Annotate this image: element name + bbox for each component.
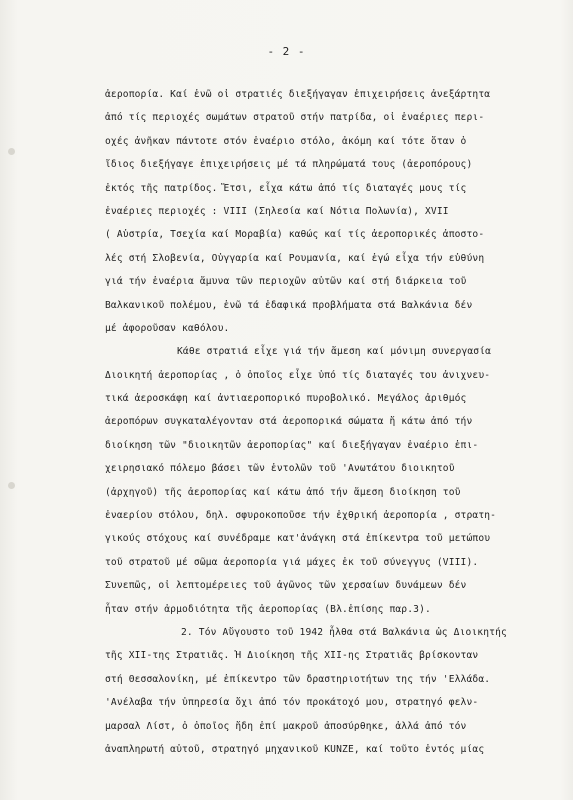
text-line: ἐκτός τῆς πατρίδος. Ἔτσι, εἶχα κάτω ἀπό τίς διαταγές μους τίς: [105, 182, 467, 194]
text-line: οχές ἀνῆκαν πάντοτε στόν ἐναέριο στόλο, ἀκόμη καί τότε ὅταν ὁ: [105, 135, 467, 147]
text-line: μέ ἀφοροῦσαν καθόλου.: [105, 322, 230, 334]
text-line: (ἀρχηγοῦ) τῆς ἀεροπορίας καί κάτω ἀπό τήν ἄμεση διοίκηση τοῦ: [105, 486, 461, 498]
text-line: ἐναερίου στόλου, δηλ. σφυροκοποῦσε τήν ἐχθρική ἀεροπορία , στρατη-: [105, 510, 497, 522]
text-line: ἀναπληρωτή αὐτοῦ, στρατηγό μηχανικοῦ KUNZE, καί τοῦτο ἐντός μίας: [105, 743, 485, 755]
text-line: ἦταν στήν ἁρμοδιότητα τῆς ἀεροπορίας (Βλ.ἐπίσης παρ.3).: [105, 603, 431, 615]
punch-hole: [8, 148, 15, 155]
text-line: χειρησιακό πόλεμο βάσει τῶν ἐντολῶν τοῦ 'Ανωτάτου διοικητοῦ: [105, 463, 455, 475]
text-line: γιά τήν ἐναέρια ἄμυνα τῶν περιοχῶν αὐτῶν καί στή διάρκεια τοῦ: [105, 276, 467, 288]
text-line: ἐναέριες περιοχές : VIII (Σηλεσία καί Νότια Πολωνία), XVII: [105, 205, 449, 217]
text-line: τοῦ στρατοῦ μέ σῶμα ἀεροπορία γιά μάχες ἐκ τοῦ σύνεγγυς (VIII).: [105, 556, 479, 568]
text-line: λές στή Σλοβενία, Οὑγγαρία καί Ρουμανία, καί ἐγώ εἶχα τήν εὐθύνη: [105, 252, 485, 264]
text-line: τῆς XII-της Στρατιᾶς. Ἡ Διοίκηση τῆς XII-ης Στρατιᾶς βρίσκονταν: [105, 650, 479, 662]
text-line: Συνεπῶς, οἱ λεπτομέρειες τοῦ ἀγῶνος τῶν χερσαίων δυνάμεων δέν: [105, 580, 467, 592]
punch-hole: [8, 482, 15, 489]
text-line: Διοικητή ἀεροπορίας , ὁ ὁποῖος εἶχε ὑπό τίς διαταγές του ἀνιχνευ-: [105, 369, 491, 381]
page-number: - 2 -: [267, 45, 306, 58]
text-line: 'Ανέλαβα τήν ὑπηρεσία ὄχι ἀπό τόν προκάτοχό μου, στρατηγό φελν-: [105, 697, 479, 709]
text-line: ἀπό τίς περιοχές σωμάτων στρατοῦ στήν πατρίδα, οἱ ἐναέριες περι-: [105, 112, 485, 124]
text-line: μαρσαλ Λίστ, ὁ ὁποῖος ἤδη ἐπί μακροῦ ἀποσύρθηκε, ἀλλά ἀπό τόν: [105, 720, 467, 732]
text-line: ἀεροπόρων συγκαταλέγονταν στά ἀεροπορικά σώματα ἤ κάτω ἀπό τήν: [105, 416, 473, 428]
text-line: στή Θεσσαλονίκη, μέ ἐπίκεντρο τῶν δραστηριοτήτων της τήν 'Ελλάδα.: [105, 673, 491, 685]
text-line: ἀεροπορία. Καί ἐνῶ οἱ στρατιές διεξήγαγαν ἐπιχειρήσεις ἀνεξάρτητα: [105, 89, 491, 100]
text-line: διοίκηση τῶν "διοικητῶν ἀεροπορίας" καί διεξήγαγαν ἐναέριο ἐπι-: [105, 439, 479, 451]
text-line: ἴδιος διεξήγαγε ἐπιχειρήσεις μέ τά πληρώματά τους (ἀεροπόρους): [105, 159, 473, 171]
text-line: Βαλκανικοῦ πολέμου, ἐνῶ τά ἐδαφικά προβλήματα στά Βαλκάνια δέν: [105, 299, 473, 311]
text-line: γικούς στόχους καί συνέδραμε κατ'ἀνάγκη στά ἐπίκεντρα τοῦ μετώπου: [105, 533, 491, 545]
document-body: [105, 83, 560, 761]
text-line: τικά ἀεροσκάφη καί ἀντιαεροπορικό πυροβολικό. Μεγάλος ἀριθμός: [105, 393, 467, 405]
paragraph-start-line: 2. Τόν Αὔγουστο τοῦ 1942 ἦλθα στά Βαλκάνια ὡς Διοικητής: [181, 626, 507, 638]
paragraph-start-line: Κάθε στρατιά εἶχε γιά τήν ἄμεση καί μόνιμη συνεργασία: [177, 346, 492, 358]
text-line: ( Αὐστρία, Τσεχία καί Μοραβία) καθώς καί τίς ἀεροπορικές ἀποστο-: [105, 229, 485, 241]
